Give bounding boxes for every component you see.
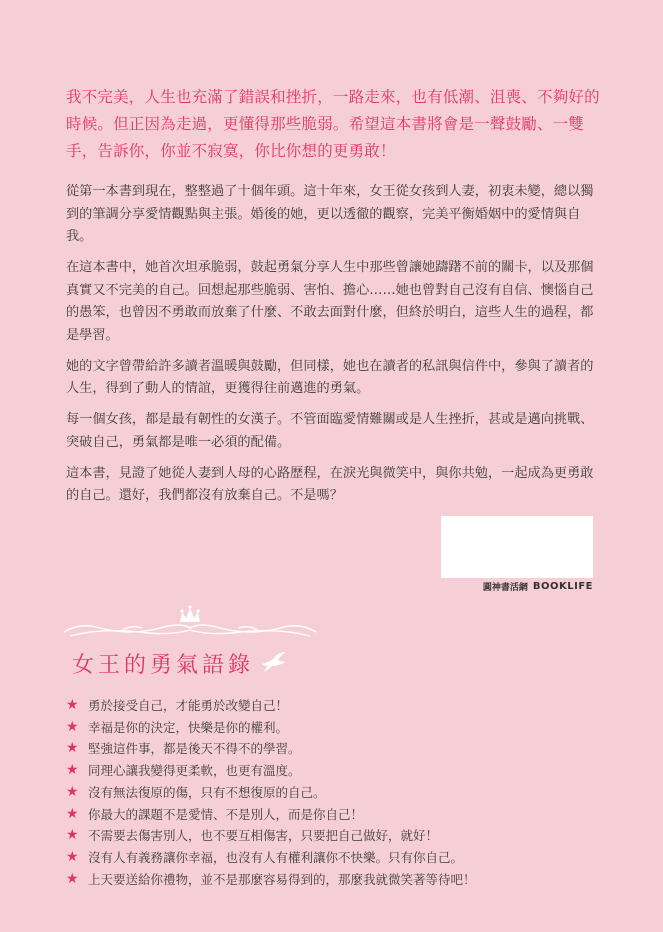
star-icon: ★: [66, 827, 79, 844]
quote-item: [66, 695, 606, 717]
quote-item: [66, 825, 606, 847]
quote-text: 沒有無法復原的傷，只有不想復原的自己。: [88, 784, 326, 800]
body-paragraph: 從第一本書到現在，整整過了十個年頭。這十年來，女王從女孩到人妻，初衷未變，總以獨到的筆調分享愛情觀點與主張。婚後的她，更以透徹的觀察，完美平衡婚姻中的愛情與自我。: [66, 184, 594, 244]
bird-icon: [260, 650, 288, 674]
crown-icon: [180, 605, 200, 622]
quote-list: [66, 695, 606, 890]
quote-text: 幸福是你的決定，快樂是你的權利。: [88, 719, 289, 735]
body-paragraph: 這本書，見證了她從人妻到人母的心路歷程，在淚光與微笑中，與你共勉，一起成為更勇敢的自己。還好，我們都沒有放棄自己。不是嗎？: [66, 465, 594, 503]
quote-text: 你最大的課題不是愛情、不是別人，而是你自己！: [88, 806, 364, 822]
star-icon: ★: [66, 762, 79, 779]
star-icon: ★: [66, 870, 79, 887]
quote-text: 同理心讓我變得更柔軟，也更有溫度。: [88, 763, 301, 779]
quote-item: [66, 760, 606, 782]
body-text: [66, 181, 606, 516]
barcode-area: [441, 516, 593, 578]
body-paragraph: 每一個女孩，都是最有韌性的女漢子。不管面臨愛情難關或是人生挫折，甚或是邁向挑戰、突破自己，勇氣都是唯一必須的配備。: [66, 412, 594, 450]
quote-text: 沒有人有義務讓你幸福，也沒有人有權利讓你不快樂。只有你自己。: [88, 849, 464, 865]
star-icon: ★: [66, 718, 79, 735]
publisher-logo: [483, 580, 593, 593]
publisher-name: 圓神書活網: [482, 583, 528, 593]
star-icon: ★: [66, 848, 79, 865]
quote-text: 堅強這件事，都是後天不得不的學習。: [88, 741, 301, 757]
star-icon: ★: [66, 697, 79, 713]
quote-item: [66, 782, 606, 804]
crown-divider-ornament: [60, 598, 320, 646]
publisher-brand: BOOKLIFE: [532, 581, 593, 592]
body-paragraph: 在這本書中，她首次坦承脆弱，鼓起勇氣分享人生中那些曾讓她躊躇不前的關卡，以及那個真實又不完美的自己。回想起那些脆弱、害怕、擔心……她也曾對自己沒有自信、懊惱自己的愚笨，也曾因不勇敢而放棄了什麼、不敢去面對什麼，但終於明白，這些人生的過程，都是學習。: [66, 260, 594, 343]
quote-item: [66, 738, 606, 760]
quote-item: [66, 847, 606, 869]
quote-text: 勇於接受自己，才能勇於改變自己！: [88, 698, 289, 713]
star-icon: ★: [66, 783, 79, 800]
quote-text: 不需要去傷害別人，也不要互相傷害，只要把自己做好，就好！: [88, 828, 439, 844]
star-icon: ★: [66, 805, 79, 822]
quotes-title: 女王的勇氣語錄: [72, 653, 255, 678]
quote-text: 上天要送給你禮物，並不是那麼容易得到的，那麼我就微笑著等待吧！: [88, 871, 476, 887]
quote-item: [66, 804, 606, 826]
quote-item: [66, 869, 606, 891]
quote-item: [66, 717, 606, 739]
body-paragraph: 她的文字曾帶給許多讀者溫暖與鼓勵，但同樣，她也在讀者的私訊與信件中，參與了讀者的人生，得到了動人的情誼，更獲得往前邁進的勇氣。: [66, 358, 594, 396]
intro-paragraph: 我不完美，人生也充滿了錯誤和挫折，一路走來，也有低潮、沮喪、不夠好的時候。但正因為走過，更懂得那些脆弱。希望這本書將會是一聲鼓勵、一雙手，告訴你，你並不寂寞，你比你想的更勇敢！: [66, 88, 600, 160]
star-icon: ★: [66, 740, 79, 757]
